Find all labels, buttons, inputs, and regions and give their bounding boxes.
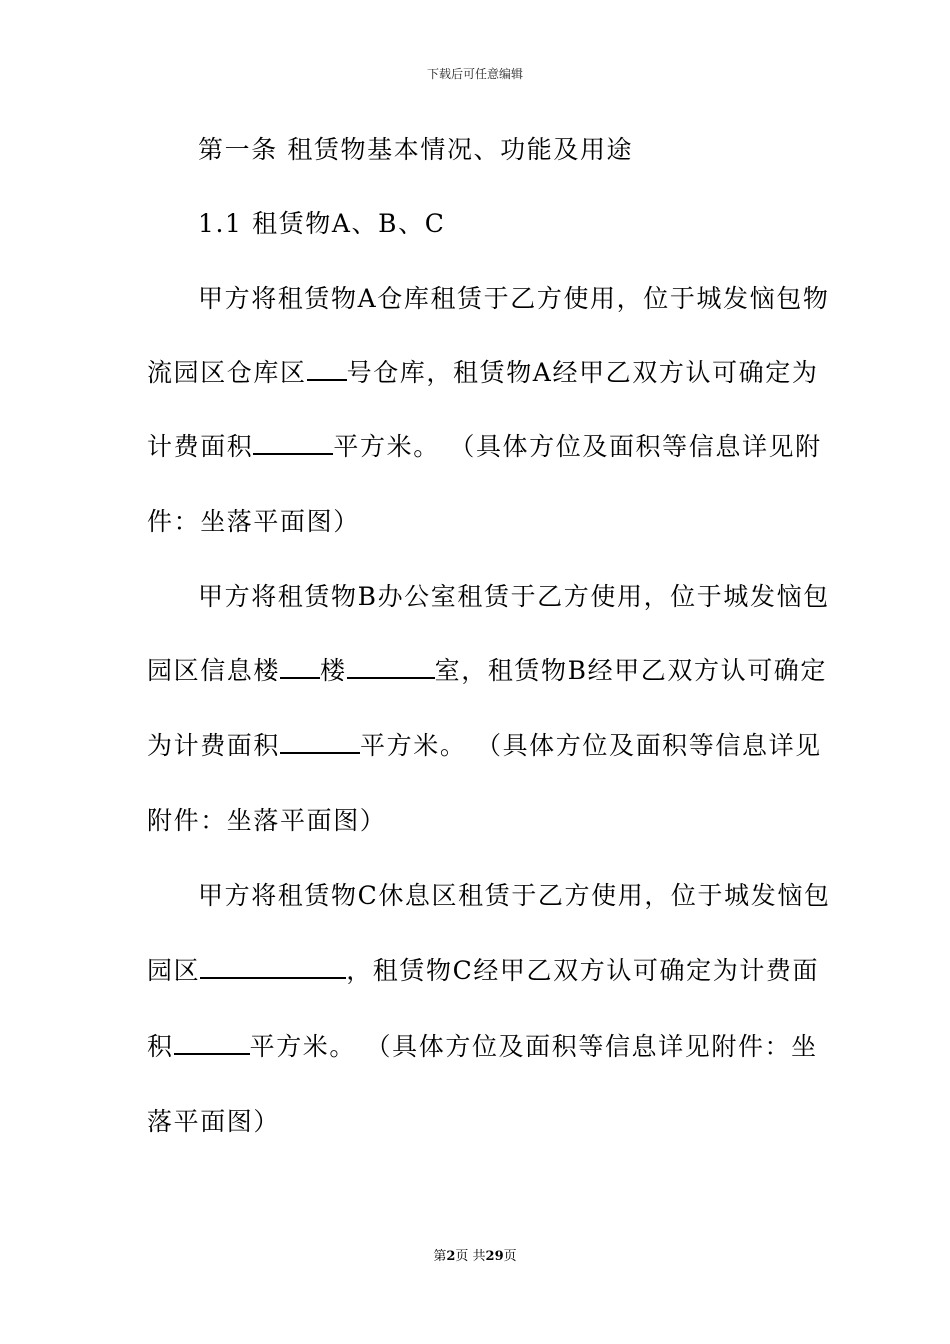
current-page-number: 2 [446, 1249, 456, 1264]
subsection-title: 1.1 租赁物A、B、C [198, 209, 446, 238]
para-b-line-1: 甲方将租赁物B办公室租赁于乙方使用，位于城发恼包 [198, 582, 830, 611]
para-a-line-1: 甲方将租赁物A仓库租赁于乙方使用，位于城发恼包物 [198, 284, 830, 313]
page-footer [0, 1248, 950, 1266]
para-c-line-2 [147, 955, 820, 987]
blank-room [347, 655, 435, 679]
para-c-text: 积 [147, 1032, 174, 1061]
total-pages: 29 [485, 1249, 504, 1264]
para-c-line-3 [147, 1031, 818, 1063]
para-a-text: 平方米。 （具体方位及面积等信息详见附 [333, 432, 822, 461]
blank-warehouse-number [307, 357, 347, 381]
para-b-line-4: 附件：坐落平面图） [147, 806, 387, 835]
para-b-line-3 [147, 730, 822, 762]
para-b-line-2 [147, 655, 827, 687]
section-title: 第一条 租赁物基本情况、功能及用途 [198, 135, 634, 164]
para-a-line-4: 件：坐落平面图） [147, 507, 360, 536]
blank-floor [280, 655, 320, 679]
para-a-line-3 [147, 431, 822, 463]
para-b-text: 园区信息楼 [147, 656, 281, 685]
footer-middle: 页 共 [455, 1249, 486, 1264]
blank-location-c [200, 955, 346, 979]
blank-area-b [280, 730, 360, 754]
para-c-line-4: 落平面图） [147, 1107, 281, 1136]
para-a-line-2 [147, 357, 819, 389]
para-a-text: 流园区仓库区 [147, 358, 307, 387]
para-c-text: ，租赁物C经甲乙双方认可确定为计费面 [346, 956, 820, 985]
footer-prefix: 第 [433, 1249, 447, 1264]
para-c-text: 园区 [147, 956, 201, 985]
para-b-text: 楼 [320, 656, 347, 685]
para-c-line-1: 甲方将租赁物C休息区租赁于乙方使用，位于城发恼包 [198, 881, 831, 910]
blank-area-a [253, 431, 333, 455]
para-c-text: 平方米。 （具体方位及面积等信息详见附件：坐 [249, 1032, 818, 1061]
blank-area-c [174, 1031, 250, 1055]
footer-suffix: 页 [503, 1249, 517, 1264]
para-a-text: 计费面积 [147, 432, 254, 461]
para-b-text: 为计费面积 [147, 731, 281, 760]
para-b-text: 室，租赁物B经甲乙双方认可确定 [434, 656, 827, 685]
para-b-text: 平方米。 （具体方位及面积等信息详见 [360, 731, 822, 760]
header-note: 下载后可任意编辑 [426, 67, 523, 81]
para-a-text: 号仓库，租赁物A经甲乙双方认可确定为 [346, 358, 819, 387]
